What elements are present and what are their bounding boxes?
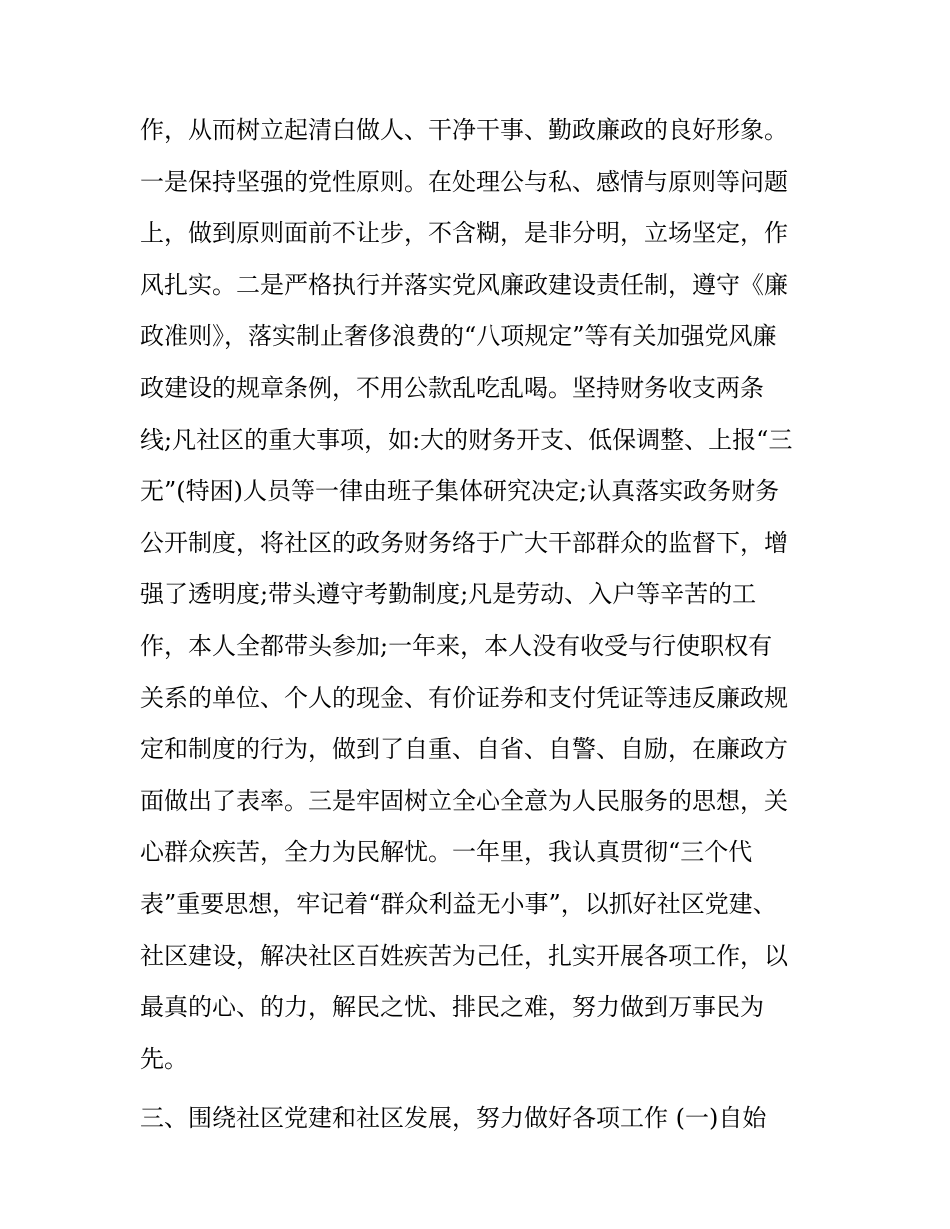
text-line: 线;凡社区的重大事项，如:大的财务开支、低保调整、上报“三 [140, 425, 793, 454]
text-line: 表”重要思想，牢记着“群众利益无小事”，以抓好社区党建、 [140, 889, 777, 918]
text-line: 先。 [140, 1044, 188, 1073]
text-line: 一是保持坚强的党性原则。在处理公与私、感情与原则等问题 [140, 167, 788, 196]
text-line: 关系的单位、个人的现金、有价证券和支付凭证等违反廉政规 [140, 683, 788, 712]
text-line: 心群众疾苦，全力为民解忧。一年里，我认真贯彻“三个代 [140, 838, 753, 867]
body-text [140, 108, 830, 1147]
text-line: 最真的心、的力，解民之忧、排民之难，努力做到万事民为 [140, 993, 764, 1022]
text-line: 强了透明度;带头遵守考勤制度;凡是劳动、入户等辛苦的工 [140, 580, 757, 609]
text-line: 政建设的规章条例，不用公款乱吃乱喝。坚持财务收支两条 [140, 373, 764, 402]
text-line: 公开制度，将社区的政务财务络于广大干部群众的监督下，增 [140, 528, 788, 557]
text-line: 社区建设，解决社区百姓疾苦为己任，扎实开展各项工作，以 [140, 941, 788, 970]
section-heading-line: 三、围绕社区党建和社区发展，努力做好各项工作 (一)自始 [140, 1103, 767, 1132]
text-line: 政准则》，落实制止奢侈浪费的“八项规定”等有关加强党风廉 [140, 322, 777, 351]
text-line: 作，从而树立起清白做人、干净干事、勤政廉政的良好形象。 [140, 116, 788, 144]
text-line: 作，本人全都带头参加;一年来，本人没有收受与行使职权有 [140, 631, 773, 660]
text-line: 上，做到原则面前不让步，不含糊，是非分明，立场坚定，作 [140, 219, 788, 248]
text-line: 风扎实。二是严格执行并落实党风廉政建设责任制，遵守《廉 [140, 270, 788, 299]
text-line: 定和制度的行为，做到了自重、自省、自警、自励，在廉政方 [140, 735, 788, 764]
text-line: 无”(特困)人员等一律由班子集体研究决定;认真落实政务财务 [140, 477, 780, 506]
text-line: 面做出了表率。三是牢固树立全心全意为人民服务的思想，关 [140, 786, 788, 815]
